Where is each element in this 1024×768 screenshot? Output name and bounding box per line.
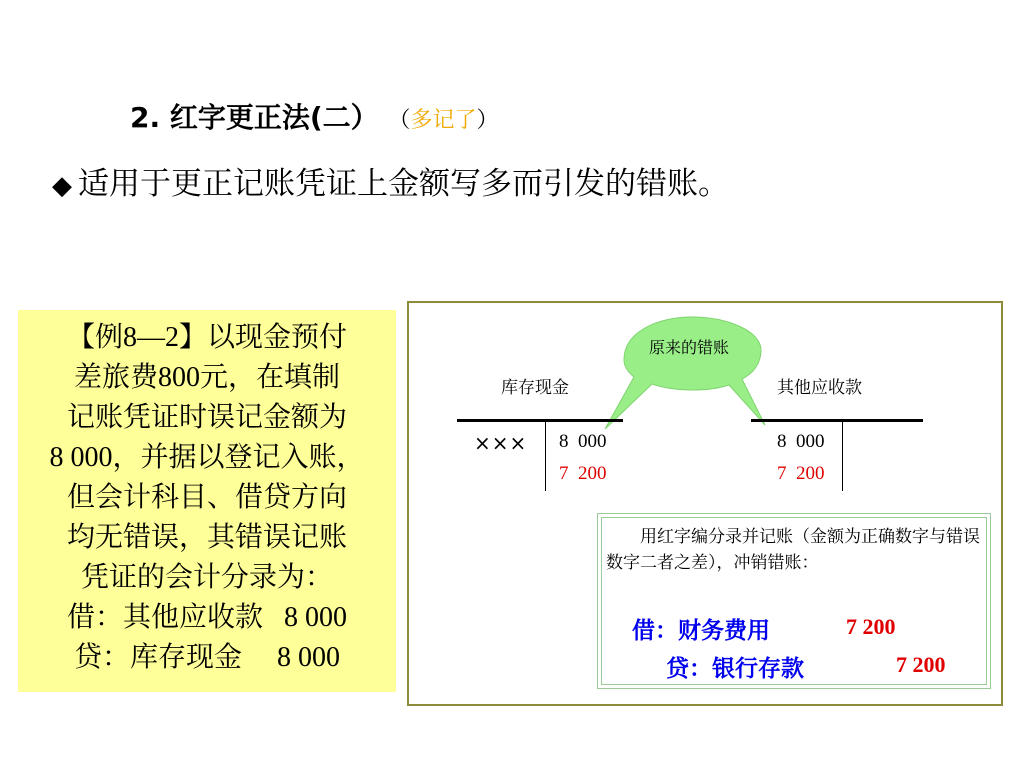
left-t-account-divider <box>545 421 546 491</box>
example-line: 差旅费800元，在填制 <box>73 362 340 393</box>
example-box <box>18 310 396 692</box>
example-line: 凭证的会计分录为： <box>80 562 333 593</box>
subtitle-open-paren: （ <box>388 108 411 133</box>
example-line: 均无错误，其错误记账 <box>66 522 347 553</box>
right-account-black-amount: 8 000 <box>777 431 825 452</box>
bullet-text: 适用于更正记账凭证上金额写多而引发的错账。 <box>78 166 729 202</box>
correction-credit-amount: 7 200 <box>896 652 946 677</box>
left-account-title: 库存现金 <box>501 378 569 398</box>
bullet-point <box>52 158 729 203</box>
subtitle-close-paren: ） <box>476 108 499 133</box>
right-account-red-amount: 7 200 <box>777 463 825 484</box>
left-account-black-amount: 8 000 <box>559 431 607 452</box>
example-line: 8 000，并据以登记入账， <box>49 442 365 473</box>
right-account-title: 其他应收款 <box>777 378 862 398</box>
right-t-account-top-line <box>751 419 923 422</box>
correction-note-text: 用红字编分录并记账（金额为正确数字与错误数字二者之差），冲销错账： <box>606 527 980 572</box>
example-credit-entry: 贷：库存现金 8 000 <box>73 642 340 673</box>
diamond-bullet-icon: ◆ <box>52 171 72 201</box>
correction-debit-amount: 7 200 <box>846 614 896 639</box>
example-line: 但会计科目、借贷方向 <box>66 482 347 513</box>
example-debit-entry: 借：其他应收款 8 000 <box>66 602 347 633</box>
subtitle-text: 多记了 <box>410 108 477 133</box>
speech-bubble-shape <box>605 317 765 429</box>
correction-credit-label: 贷：银行存款 <box>666 656 804 682</box>
example-line: 记账凭证时误记金额为 <box>66 402 347 433</box>
correction-debit-label: 借：财务费用 <box>632 618 770 644</box>
title-subtitle <box>388 108 498 133</box>
left-t-account-top-line <box>457 419 623 422</box>
bubble-label: 原来的错账 <box>648 338 729 357</box>
slide-title <box>130 96 498 136</box>
right-t-account-divider <box>842 421 843 491</box>
title-main: 2. 红字更正法(二） <box>130 101 379 134</box>
left-account-mark: ××× <box>474 431 528 455</box>
left-account-red-amount: 7 200 <box>559 463 607 484</box>
diagram-frame <box>407 301 1003 706</box>
example-line: 【例8—2】以现金预付 <box>66 322 347 353</box>
correction-note-box <box>597 513 991 689</box>
